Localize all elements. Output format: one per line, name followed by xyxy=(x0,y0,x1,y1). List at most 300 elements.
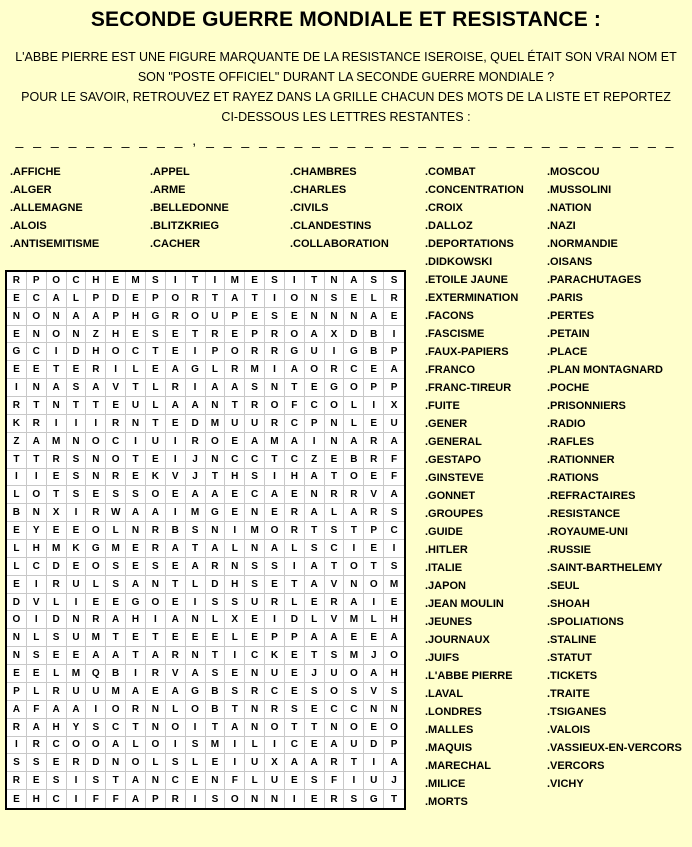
grid-cell[interactable]: L xyxy=(106,522,126,540)
grid-cell[interactable]: P xyxy=(265,629,285,647)
grid-cell[interactable]: E xyxy=(27,772,47,790)
grid-cell[interactable]: S xyxy=(265,272,285,290)
grid-cell[interactable]: S xyxy=(384,272,404,290)
grid-cell[interactable]: R xyxy=(384,290,404,308)
grid-cell[interactable]: C xyxy=(27,558,47,576)
grid-cell[interactable]: R xyxy=(7,772,27,790)
grid-cell[interactable]: S xyxy=(225,683,245,701)
grid-cell[interactable]: P xyxy=(146,790,166,808)
grid-cell[interactable]: A xyxy=(146,647,166,665)
grid-cell[interactable]: P xyxy=(364,379,384,397)
grid-cell[interactable]: V xyxy=(325,576,345,594)
grid-cell[interactable]: O xyxy=(344,558,364,576)
grid-cell[interactable]: S xyxy=(305,540,325,558)
grid-cell[interactable]: O xyxy=(146,737,166,755)
grid-cell[interactable]: R xyxy=(7,719,27,737)
grid-cell[interactable]: L xyxy=(186,754,206,772)
grid-cell[interactable]: O xyxy=(225,343,245,361)
grid-cell[interactable]: S xyxy=(106,558,126,576)
grid-cell[interactable]: R xyxy=(146,540,166,558)
grid-cell[interactable]: S xyxy=(245,379,265,397)
grid-cell[interactable]: E xyxy=(7,361,27,379)
grid-cell[interactable]: T xyxy=(186,272,206,290)
grid-cell[interactable]: S xyxy=(364,272,384,290)
grid-cell[interactable]: P xyxy=(7,683,27,701)
grid-cell[interactable]: O xyxy=(106,343,126,361)
grid-cell[interactable]: F xyxy=(384,469,404,487)
grid-cell[interactable]: N xyxy=(206,522,226,540)
grid-cell[interactable]: S xyxy=(384,683,404,701)
grid-cell[interactable]: T xyxy=(305,522,325,540)
grid-cell[interactable]: O xyxy=(27,308,47,326)
grid-cell[interactable]: N xyxy=(146,701,166,719)
grid-cell[interactable]: Z xyxy=(86,326,106,344)
grid-cell[interactable]: O xyxy=(86,737,106,755)
grid-cell[interactable]: N xyxy=(364,701,384,719)
grid-cell[interactable]: R xyxy=(67,754,87,772)
grid-cell[interactable]: Z xyxy=(7,433,27,451)
grid-cell[interactable]: N xyxy=(86,469,106,487)
grid-cell[interactable]: O xyxy=(86,558,106,576)
grid-cell[interactable]: S xyxy=(186,522,206,540)
grid-cell[interactable]: I xyxy=(285,272,305,290)
grid-cell[interactable]: T xyxy=(391,793,398,805)
grid-cell[interactable]: N xyxy=(265,790,285,808)
grid-cell[interactable]: X xyxy=(225,611,245,629)
grid-cell[interactable]: A xyxy=(186,558,206,576)
grid-cell[interactable]: T xyxy=(126,379,146,397)
grid-cell[interactable]: N xyxy=(344,308,364,326)
grid-cell[interactable]: R xyxy=(265,415,285,433)
grid-cell[interactable]: M xyxy=(47,433,67,451)
grid-cell[interactable]: U xyxy=(265,665,285,683)
grid-cell[interactable]: J xyxy=(364,647,384,665)
grid-cell[interactable]: E xyxy=(344,290,364,308)
grid-cell[interactable]: C xyxy=(67,272,87,290)
grid-cell[interactable]: E xyxy=(364,719,384,737)
grid-cell[interactable]: W xyxy=(106,504,126,522)
grid-cell[interactable]: C xyxy=(245,451,265,469)
grid-cell[interactable]: H xyxy=(384,665,404,683)
grid-cell[interactable]: T xyxy=(245,290,265,308)
grid-cell[interactable]: F xyxy=(285,397,305,415)
grid-cell[interactable]: R xyxy=(265,594,285,612)
grid-cell[interactable]: R xyxy=(7,397,27,415)
grid-cell[interactable]: I xyxy=(27,469,47,487)
grid-cell[interactable]: C xyxy=(384,522,404,540)
grid-cell[interactable]: U xyxy=(265,772,285,790)
grid-cell[interactable]: I xyxy=(67,772,87,790)
grid-cell[interactable]: E xyxy=(225,486,245,504)
grid-cell[interactable]: S xyxy=(305,683,325,701)
grid-cell[interactable]: S xyxy=(126,486,146,504)
grid-cell[interactable]: B xyxy=(7,504,27,522)
grid-cell[interactable]: P xyxy=(225,308,245,326)
grid-cell[interactable]: L xyxy=(245,772,265,790)
grid-cell[interactable]: L xyxy=(364,290,384,308)
grid-cell[interactable]: D xyxy=(47,558,67,576)
grid-cell[interactable]: E xyxy=(384,308,404,326)
grid-cell[interactable]: D xyxy=(364,737,384,755)
grid-cell[interactable]: E xyxy=(166,415,186,433)
grid-cell[interactable]: B xyxy=(364,343,384,361)
word-search-grid[interactable] xyxy=(5,270,406,810)
grid-cell[interactable]: I xyxy=(7,737,27,755)
grid-cell[interactable]: O xyxy=(344,379,364,397)
grid-cell[interactable]: T xyxy=(305,272,325,290)
grid-cell[interactable]: I xyxy=(364,397,384,415)
grid-cell[interactable]: S xyxy=(47,772,67,790)
grid-cell[interactable]: E xyxy=(86,594,106,612)
grid-cell[interactable]: I xyxy=(47,415,67,433)
grid-cell[interactable]: L xyxy=(206,361,226,379)
grid-cell[interactable]: S xyxy=(325,647,345,665)
grid-cell[interactable]: R xyxy=(245,683,265,701)
grid-cell[interactable]: A xyxy=(47,290,67,308)
grid-cell[interactable]: E xyxy=(206,754,226,772)
grid-cell[interactable]: I xyxy=(206,272,226,290)
grid-cell[interactable]: N xyxy=(206,397,226,415)
grid-cell[interactable]: C xyxy=(265,683,285,701)
grid-cell[interactable]: X xyxy=(265,754,285,772)
grid-cell[interactable]: S xyxy=(344,683,364,701)
grid-cell[interactable]: E xyxy=(166,629,186,647)
grid-cell[interactable]: H xyxy=(27,790,47,808)
grid-cell[interactable]: K xyxy=(265,647,285,665)
grid-cell[interactable]: E xyxy=(67,522,87,540)
grid-cell[interactable]: A xyxy=(106,611,126,629)
grid-cell[interactable]: G xyxy=(325,379,345,397)
grid-cell[interactable]: M xyxy=(265,433,285,451)
grid-cell[interactable]: C xyxy=(166,772,186,790)
grid-cell[interactable]: L xyxy=(126,737,146,755)
grid-cell[interactable]: A xyxy=(126,683,146,701)
grid-cell[interactable]: A xyxy=(86,647,106,665)
grid-cell[interactable]: H xyxy=(225,469,245,487)
grid-cell[interactable]: T xyxy=(265,451,285,469)
grid-cell[interactable]: E xyxy=(86,486,106,504)
grid-cell[interactable]: L xyxy=(7,486,27,504)
grid-cell[interactable]: I xyxy=(166,737,186,755)
grid-cell[interactable]: O xyxy=(126,754,146,772)
grid-cell[interactable]: E xyxy=(47,469,67,487)
grid-cell[interactable]: E xyxy=(166,343,186,361)
grid-cell[interactable]: F xyxy=(106,790,126,808)
grid-cell[interactable]: N xyxy=(106,754,126,772)
grid-cell[interactable]: A xyxy=(305,629,325,647)
grid-cell[interactable]: A xyxy=(225,379,245,397)
grid-cell[interactable]: U xyxy=(245,415,265,433)
grid-cell[interactable]: V xyxy=(364,683,384,701)
grid-cell[interactable]: L xyxy=(27,629,47,647)
grid-cell[interactable]: A xyxy=(364,308,384,326)
grid-cell[interactable]: R xyxy=(245,343,265,361)
grid-cell[interactable]: A xyxy=(344,272,364,290)
grid-cell[interactable]: R xyxy=(166,790,186,808)
grid-cell[interactable]: L xyxy=(344,415,364,433)
grid-cell[interactable]: A xyxy=(265,486,285,504)
grid-cell[interactable]: P xyxy=(285,629,305,647)
grid-cell[interactable]: D xyxy=(344,326,364,344)
grid-cell[interactable]: E xyxy=(285,665,305,683)
grid-cell[interactable]: N xyxy=(86,451,106,469)
grid-cell[interactable]: I xyxy=(186,343,206,361)
grid-cell[interactable]: O xyxy=(364,576,384,594)
grid-cell[interactable]: J xyxy=(305,665,325,683)
grid-cell[interactable]: K xyxy=(146,469,166,487)
grid-cell[interactable]: E xyxy=(67,361,87,379)
grid-cell[interactable]: T xyxy=(305,719,325,737)
grid-cell[interactable]: P xyxy=(364,522,384,540)
grid-cell[interactable]: R xyxy=(344,486,364,504)
grid-cell[interactable]: A xyxy=(86,308,106,326)
grid-cell[interactable]: G xyxy=(186,683,206,701)
grid-cell[interactable]: C xyxy=(245,486,265,504)
grid-cell[interactable]: S xyxy=(186,737,206,755)
grid-cell[interactable]: L xyxy=(67,290,87,308)
grid-cell[interactable]: M xyxy=(206,415,226,433)
grid-cell[interactable]: G xyxy=(126,594,146,612)
grid-cell[interactable]: T xyxy=(206,469,226,487)
grid-cell[interactable]: E xyxy=(265,504,285,522)
grid-cell[interactable]: I xyxy=(225,647,245,665)
grid-cell[interactable]: A xyxy=(384,361,404,379)
grid-cell[interactable]: M xyxy=(245,522,265,540)
grid-cell[interactable]: C xyxy=(344,361,364,379)
grid-cell[interactable]: U xyxy=(344,737,364,755)
grid-cell[interactable]: I xyxy=(126,433,146,451)
grid-cell[interactable]: R xyxy=(325,594,345,612)
grid-cell[interactable]: B xyxy=(166,522,186,540)
grid-cell[interactable]: N xyxy=(67,611,87,629)
grid-cell[interactable]: S xyxy=(305,772,325,790)
grid-cell[interactable]: R xyxy=(364,504,384,522)
grid-cell[interactable]: R xyxy=(364,451,384,469)
grid-cell[interactable]: S xyxy=(7,754,27,772)
grid-cell[interactable]: S xyxy=(245,469,265,487)
grid-cell[interactable]: T xyxy=(27,397,47,415)
grid-cell[interactable]: D xyxy=(106,290,126,308)
grid-cell[interactable]: A xyxy=(305,326,325,344)
grid-cell[interactable]: U xyxy=(67,629,87,647)
grid-cell[interactable]: I xyxy=(86,701,106,719)
grid-cell[interactable]: S xyxy=(146,558,166,576)
grid-cell[interactable]: A xyxy=(305,469,325,487)
grid-cell[interactable]: I xyxy=(186,790,206,808)
grid-cell[interactable]: P xyxy=(146,290,166,308)
grid-cell[interactable]: S xyxy=(344,790,364,808)
grid-cell[interactable]: M xyxy=(225,272,245,290)
grid-cell[interactable]: T xyxy=(126,451,146,469)
grid-cell[interactable]: O xyxy=(265,397,285,415)
grid-cell[interactable]: E xyxy=(245,272,265,290)
grid-cell[interactable]: E xyxy=(265,576,285,594)
grid-cell[interactable]: Q xyxy=(86,665,106,683)
grid-cell[interactable]: R xyxy=(206,558,226,576)
grid-cell[interactable]: M xyxy=(106,683,126,701)
grid-cell[interactable]: T xyxy=(126,719,146,737)
grid-cell[interactable]: I xyxy=(325,343,345,361)
grid-cell[interactable]: S xyxy=(106,576,126,594)
grid-cell[interactable]: N xyxy=(325,433,345,451)
grid-cell[interactable]: J xyxy=(186,469,206,487)
grid-cell[interactable]: F xyxy=(325,772,345,790)
grid-cell[interactable]: J xyxy=(186,451,206,469)
grid-cell[interactable]: U xyxy=(67,576,87,594)
grid-cell[interactable]: S xyxy=(106,486,126,504)
grid-cell[interactable]: E xyxy=(67,558,87,576)
grid-cell[interactable]: N xyxy=(245,701,265,719)
grid-cell[interactable]: E xyxy=(364,629,384,647)
grid-cell[interactable]: R xyxy=(86,361,106,379)
grid-cell[interactable]: N xyxy=(186,647,206,665)
grid-cell[interactable]: E xyxy=(305,790,325,808)
grid-cell[interactable]: A xyxy=(225,290,245,308)
grid-cell[interactable]: D xyxy=(186,415,206,433)
grid-cell[interactable]: S xyxy=(86,719,106,737)
grid-cell[interactable]: L xyxy=(285,540,305,558)
grid-cell[interactable]: U xyxy=(245,754,265,772)
grid-cell[interactable]: U xyxy=(245,594,265,612)
grid-cell[interactable]: O xyxy=(106,451,126,469)
grid-cell[interactable]: T xyxy=(106,772,126,790)
grid-cell[interactable]: D xyxy=(67,343,87,361)
grid-cell[interactable]: T xyxy=(166,576,186,594)
grid-cell[interactable]: R xyxy=(265,701,285,719)
grid-cell[interactable]: N xyxy=(67,433,87,451)
grid-cell[interactable]: O xyxy=(146,594,166,612)
grid-cell[interactable]: A xyxy=(86,379,106,397)
grid-cell[interactable]: T xyxy=(86,397,106,415)
grid-cell[interactable]: A xyxy=(305,754,325,772)
grid-cell[interactable]: A xyxy=(206,540,226,558)
grid-cell[interactable]: G xyxy=(285,343,305,361)
grid-cell[interactable]: I xyxy=(146,611,166,629)
grid-cell[interactable]: S xyxy=(245,576,265,594)
grid-cell[interactable]: T xyxy=(186,326,206,344)
grid-cell[interactable]: E xyxy=(206,629,226,647)
grid-cell[interactable]: F xyxy=(225,772,245,790)
grid-cell[interactable]: C xyxy=(47,737,67,755)
grid-cell[interactable]: O xyxy=(106,701,126,719)
grid-cell[interactable]: R xyxy=(86,611,106,629)
grid-cell[interactable]: X xyxy=(325,326,345,344)
grid-cell[interactable]: D xyxy=(47,611,67,629)
grid-cell[interactable]: V xyxy=(364,486,384,504)
grid-cell[interactable]: N xyxy=(7,647,27,665)
grid-cell[interactable]: I xyxy=(186,379,206,397)
grid-cell[interactable]: N xyxy=(305,308,325,326)
grid-cell[interactable]: T xyxy=(344,522,364,540)
grid-cell[interactable]: H xyxy=(86,343,106,361)
grid-cell[interactable]: O xyxy=(325,397,345,415)
grid-cell[interactable]: N xyxy=(225,558,245,576)
grid-cell[interactable]: O xyxy=(305,361,325,379)
grid-cell[interactable]: T xyxy=(186,540,206,558)
grid-cell[interactable]: M xyxy=(245,361,265,379)
grid-cell[interactable]: D xyxy=(7,594,27,612)
grid-cell[interactable]: S xyxy=(67,379,87,397)
grid-cell[interactable]: T xyxy=(325,558,345,576)
grid-cell[interactable]: N xyxy=(47,397,67,415)
grid-cell[interactable]: N xyxy=(126,522,146,540)
grid-cell[interactable]: S xyxy=(67,469,87,487)
grid-cell[interactable]: O xyxy=(166,719,186,737)
grid-cell[interactable]: M xyxy=(67,665,87,683)
grid-cell[interactable]: S xyxy=(27,647,47,665)
grid-cell[interactable]: N xyxy=(206,451,226,469)
grid-cell[interactable]: U xyxy=(146,433,166,451)
grid-cell[interactable]: O xyxy=(47,326,67,344)
grid-cell[interactable]: N xyxy=(325,719,345,737)
grid-cell[interactable]: U xyxy=(206,308,226,326)
grid-cell[interactable]: O xyxy=(225,790,245,808)
grid-cell[interactable]: E xyxy=(126,540,146,558)
grid-cell[interactable]: D xyxy=(285,611,305,629)
grid-cell[interactable]: E xyxy=(146,361,166,379)
grid-cell[interactable]: N xyxy=(146,576,166,594)
grid-cell[interactable]: T xyxy=(146,415,166,433)
grid-cell[interactable]: S xyxy=(265,558,285,576)
grid-cell[interactable]: N xyxy=(27,379,47,397)
grid-cell[interactable]: O xyxy=(384,647,404,665)
grid-cell[interactable]: L xyxy=(325,504,345,522)
grid-cell[interactable]: R xyxy=(146,522,166,540)
grid-cell[interactable]: A xyxy=(344,433,364,451)
grid-cell[interactable]: E xyxy=(285,647,305,665)
grid-cell[interactable]: C xyxy=(106,433,126,451)
grid-cell[interactable]: N xyxy=(245,504,265,522)
grid-cell[interactable]: T xyxy=(67,397,87,415)
grid-cell[interactable]: S xyxy=(225,594,245,612)
grid-cell[interactable]: H xyxy=(285,469,305,487)
grid-cell[interactable]: T xyxy=(305,647,325,665)
grid-cell[interactable]: S xyxy=(325,290,345,308)
grid-cell[interactable]: R xyxy=(285,504,305,522)
grid-cell[interactable]: T xyxy=(325,469,345,487)
grid-cell[interactable]: R xyxy=(186,433,206,451)
grid-cell[interactable]: E xyxy=(166,594,186,612)
grid-cell[interactable]: B xyxy=(206,683,226,701)
grid-cell[interactable]: O xyxy=(265,522,285,540)
grid-cell[interactable]: U xyxy=(305,343,325,361)
grid-cell[interactable]: T xyxy=(146,629,166,647)
grid-cell[interactable]: E xyxy=(186,629,206,647)
grid-cell[interactable]: H xyxy=(47,719,67,737)
grid-cell[interactable]: H xyxy=(27,540,47,558)
grid-cell[interactable]: G xyxy=(364,790,384,808)
grid-cell[interactable]: E xyxy=(225,665,245,683)
grid-cell[interactable]: N xyxy=(245,540,265,558)
grid-cell[interactable]: F xyxy=(27,701,47,719)
grid-cell[interactable]: N xyxy=(7,308,27,326)
grid-cell[interactable]: S xyxy=(86,772,106,790)
grid-cell[interactable]: G xyxy=(7,343,27,361)
grid-cell[interactable]: H xyxy=(86,272,106,290)
grid-cell[interactable]: L xyxy=(146,397,166,415)
grid-cell[interactable]: D xyxy=(86,754,106,772)
grid-cell[interactable]: O xyxy=(344,665,364,683)
grid-cell[interactable]: N xyxy=(325,308,345,326)
grid-cell[interactable]: D xyxy=(206,576,226,594)
grid-cell[interactable]: A xyxy=(285,754,305,772)
grid-cell[interactable]: S xyxy=(146,326,166,344)
grid-cell[interactable]: O xyxy=(67,737,87,755)
grid-cell[interactable]: C xyxy=(285,451,305,469)
grid-cell[interactable]: O xyxy=(285,326,305,344)
grid-cell[interactable]: L xyxy=(186,576,206,594)
grid-cell[interactable]: A xyxy=(166,683,186,701)
